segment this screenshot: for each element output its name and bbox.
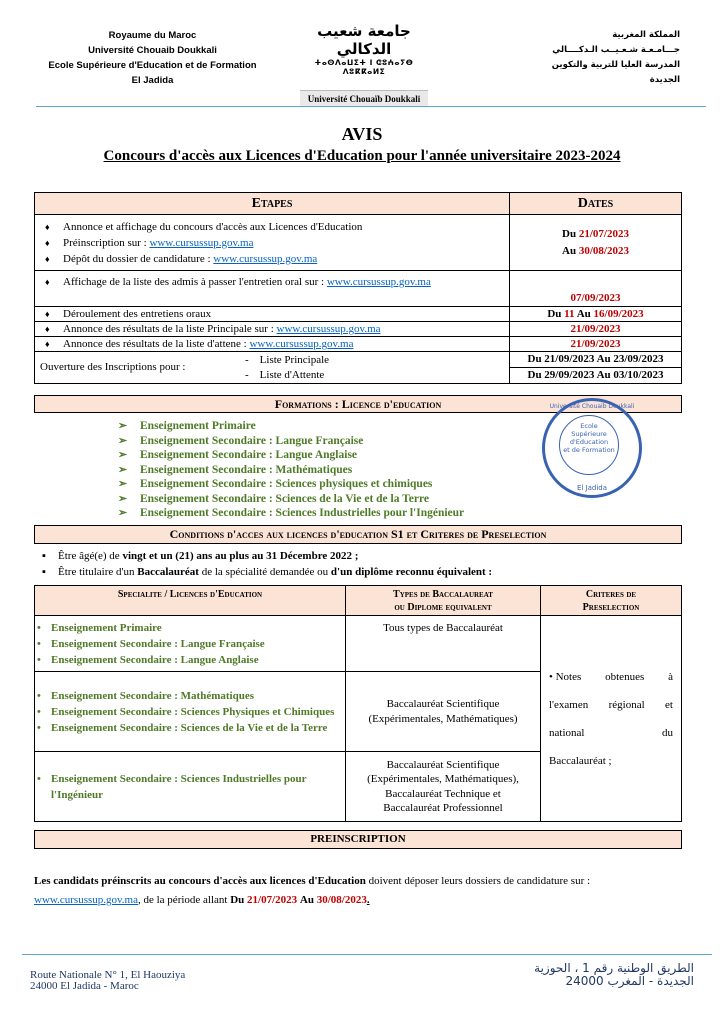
date-affichage: 07/09/2023 (510, 271, 682, 307)
criteres-cell: • Notes obtenues à l'examen régional et national du Baccalauréat ; (541, 616, 682, 822)
formations-list (118, 419, 464, 521)
date-resultats-principale: 21/09/2023 (510, 322, 682, 337)
etape-resultats-attente: ♦ Annonce des résultats de la liste d'attene : www.cursussup.gov.ma (35, 337, 510, 352)
header-left-line-3: Ecole Supérieure d'Education et de Formation (48, 60, 257, 71)
criteres-header: Criteres de Preselection (541, 586, 682, 616)
specialite-item: • Enseignement Secondaire : Mathématiques (35, 688, 345, 704)
specialite-item: • Enseignement Secondaire : Langue Anglaise (35, 652, 345, 668)
etape-preinscription: ♦ Préinscription sur : www.cursussup.gov.ma (35, 235, 509, 251)
header-right (500, 28, 680, 88)
link-cursussup[interactable]: www.cursussup.gov.ma (326, 276, 431, 288)
preinscription-paragraph: Les candidats préinscrits au concours d'accès aux licences d'Education doivent déposer leurs dossiers de candidature sur : www.cursussup.gov.ma, de la période allant Du 21/07/2023 Au 30/08/2023. (34, 875, 591, 906)
formation-item: ➢ Enseignement Secondaire : Langue Anglaise (118, 448, 464, 463)
bac-group-2: Baccalauréat Scientifique (Expérimentales, Mathématiques) (346, 672, 541, 752)
logo-arabic: جامعة شعيب الدكالي (317, 22, 411, 58)
etape-affichage: ♦ Affichage de la liste des admis à passer l'entretien oral sur : www.cursussup.gov.ma (35, 271, 510, 307)
etape-annonce: ♦ Annonce et affichage du concours d'accès aux Licences d'Education (35, 219, 509, 235)
etapes-group-1 (35, 215, 510, 271)
etape-entretiens: ♦ Déroulement des entretiens oraux (35, 307, 510, 322)
specialite-item: • Enseignement Secondaire : Sciences Physiques et Chimiques (35, 704, 345, 720)
link-cursussup[interactable]: www.cursussup.gov.ma (149, 236, 254, 249)
header-right-line-4: الجديدة (649, 75, 680, 85)
footer-address-fr: Route Nationale N° 1, El Haouziya 24000 El Jadida - Maroc (30, 969, 186, 992)
etape-ouverture: Ouverture des Inscriptions pour : - Liste Principale - Liste d'Attente (35, 352, 510, 384)
specialite-item: • Enseignement Secondaire : Langue Française (35, 636, 345, 652)
stamp-bottom-text: El Jadida (576, 484, 608, 492)
page-title: AVIS (341, 124, 383, 144)
school-stamp (542, 398, 642, 498)
formation-item: ➢ Enseignement Secondaire : Mathématiques (118, 463, 464, 478)
header-right-line-2: جـــامـعـة شـعـيــب الـدكــــالي (552, 45, 680, 55)
stamp-ring-text: Université Chouaib Doukkali (549, 403, 635, 410)
specialite-group-3 (35, 752, 346, 822)
university-logo (300, 22, 428, 107)
footer-divider (22, 954, 712, 955)
header-left-line-2: Université Chouaib Doukkali (88, 45, 217, 56)
specialite-group-2 (35, 672, 346, 752)
bac-header: Types de Baccalaureat ou Diplome equivalent (346, 586, 541, 616)
formation-item: ➢ Enseignement Secondaire : Sciences de la Vie et de la Terre (118, 492, 464, 507)
date-resultats-attente: 21/09/2023 (510, 337, 682, 352)
specialite-header: Specialite / Licences d'Education (35, 586, 346, 616)
dates-header: Dates (510, 193, 682, 215)
link-cursussup[interactable]: www.cursussup.gov.ma (34, 894, 138, 906)
header-left-line-1: Royaume du Maroc (108, 30, 197, 41)
header-right-line-3: المدرسة العليا للتربية والتكوين (551, 60, 680, 70)
specialite-group-1 (35, 616, 346, 672)
formation-item: ➢ Enseignement Primaire (118, 419, 464, 434)
dates-ouverture: Du 21/09/2023 Au 23/09/2023 Du 29/09/2023 Au 03/10/2023 (510, 352, 682, 384)
specialite-item: • Enseignement Secondaire : Sciences de la Vie et de la Terre (35, 720, 345, 736)
specialite-table (34, 585, 682, 822)
specialite-item: • Enseignement Primaire (35, 620, 345, 636)
conditions-list (42, 548, 682, 580)
header-divider (36, 106, 706, 107)
bac-group-1: Tous types de Baccalauréat (346, 616, 541, 672)
formation-item: ➢ Enseignement Secondaire : Sciences Industrielles pour l'Ingénieur (118, 506, 464, 521)
date-entretiens: Du 11 Au 16/09/2023 (510, 307, 682, 322)
logo-tifinagh: ⵜⴰⵙⴷⴰⵡⵉⵜ ⵏ ⵛⵓⵄⴰⵢⴱ ⴷⵓⴽⴽⴰⵍⵉ (314, 58, 414, 76)
condition-age: ▪ Être âgé(e) de vingt et un (21) ans au plus au 31 Décembre 2022 ; (42, 548, 682, 564)
stamp-center: Ecole Supérieure d'Education et de Formation (559, 415, 619, 475)
formation-item: ➢ Enseignement Secondaire : Langue Française (118, 434, 464, 449)
preinscription-heading: PREINSCRIPTION (34, 830, 682, 849)
formation-item: ➢ Enseignement Secondaire : Sciences physiques et chimiques (118, 477, 464, 492)
etapes-table (34, 192, 682, 384)
formations-heading: Formations : Licence d'education (34, 395, 682, 413)
dates-group-1: Du 21/07/2023 Au 30/08/2023 (510, 215, 682, 271)
header-left-line-4: El Jadida (131, 75, 174, 86)
page-subtitle: Concours d'accès aux Licences d'Education pour l'année universitaire 2023-2024 (103, 148, 621, 164)
etapes-header: Etapes (35, 193, 510, 215)
link-cursussup[interactable]: www.cursussup.gov.ma (249, 338, 354, 350)
header-left (30, 28, 275, 88)
logo-french: Université Chouaïb Doukkali (300, 90, 428, 107)
conditions-heading: Conditions d'acces aux licences d'education S1 et Criteres de Preselection (34, 525, 682, 544)
link-cursussup[interactable]: www.cursussup.gov.ma (213, 252, 318, 265)
bac-group-3: Baccalauréat Scientifique (Expérimentales, Mathématiques), Baccalauréat Technique et Baccalauréat Professionnel (346, 752, 541, 822)
header-right-line-1: المملكة المغربية (612, 30, 680, 40)
footer-address-ar: الطريق الوطنية رقم 1 ، الحوزية 24000 الجديدة - المغرب (534, 961, 694, 988)
link-cursussup[interactable]: www.cursussup.gov.ma (276, 323, 381, 335)
etape-depot: ♦ Dépôt du dossier de candidature : www.cursussup.gov.ma (35, 251, 509, 267)
specialite-item: • Enseignement Secondaire : Sciences Industrielles pour l'Ingénieur (35, 771, 345, 803)
condition-diplome: ▪ Être titulaire d'un Baccalauréat de la spécialité demandée ou d'un diplôme reconnu équivalent : (42, 564, 682, 580)
etape-resultats-principale: ♦ Annonce des résultats de la liste Principale sur : www.cursussup.gov.ma (35, 322, 510, 337)
